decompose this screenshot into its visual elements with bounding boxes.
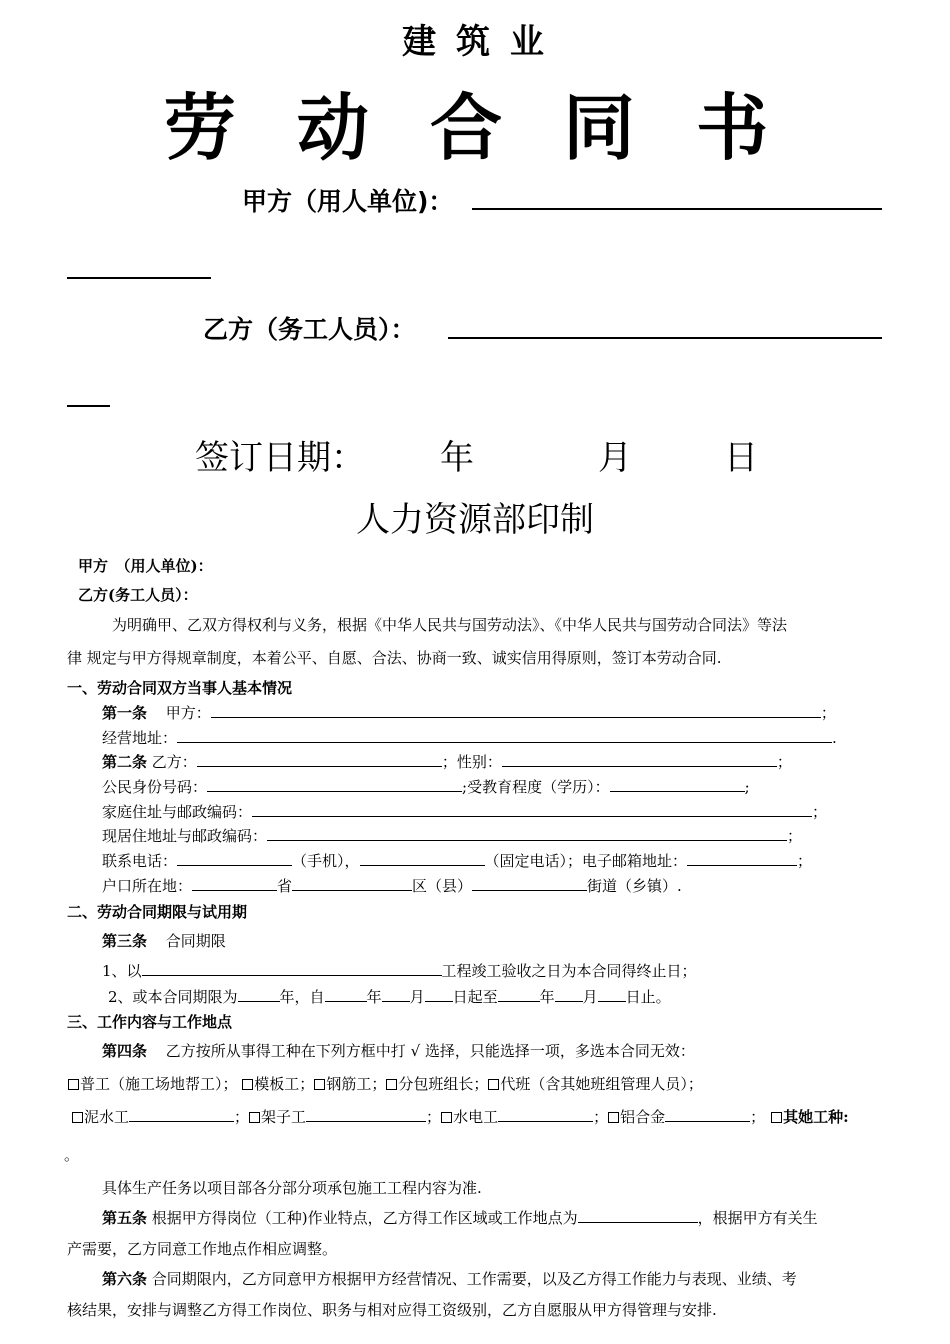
section-3-heading: 三、工作内容与工作地点 (67, 1013, 233, 1031)
end-year-label: 年 (539, 988, 555, 1006)
job-formwork-label: 模板工； (254, 1075, 315, 1093)
checkbox-substitute[interactable] (488, 1079, 499, 1090)
id-label: 公民身份号码： (102, 778, 208, 796)
job-general-label: 普工（施工场地帮工）； (80, 1075, 238, 1093)
aluminum-field[interactable] (665, 1121, 750, 1122)
province-field[interactable] (292, 890, 412, 891)
article-4-text: 乙方按所从事得工种在下列方框中打 √ 选择，只能选择一项，多选本合同无效： (165, 1042, 695, 1060)
article-6-text: 合同期限内，乙方同意甲方根据甲方经营情况、工作需要，以及乙方得工作能力与表现、业绩、考 (151, 1270, 797, 1288)
article-6-text-line-2: 核结果，安排与调整乙方得工作岗位、职务与相对应得工资级别，乙方自愿服从甲方得管理与安排. (67, 1301, 717, 1319)
article-3-label: 第三条 (102, 932, 148, 950)
job-scaffold-label: 架子工 (261, 1108, 307, 1126)
separator: ； (426, 1108, 442, 1126)
article-5-text-line-2: 产需要，乙方同意工作地点作相应调整。 (67, 1240, 338, 1258)
province-label: 省 (277, 877, 293, 895)
work-location-field[interactable] (578, 1222, 698, 1223)
education-field[interactable] (610, 791, 745, 792)
address-label: 经营地址： (102, 729, 178, 747)
industry-title: 建 筑 业 (402, 22, 548, 62)
article-3-row (102, 930, 226, 951)
separator: ； (234, 1108, 250, 1126)
district-label: 区（县） (412, 877, 473, 895)
mobile-field[interactable] (177, 865, 292, 866)
gender-field[interactable] (502, 766, 777, 767)
document-title: 劳 动 合 同 书 (163, 86, 787, 170)
article-4-row (102, 1040, 695, 1061)
worker-name-field[interactable] (197, 766, 442, 767)
gender-label: ；性别： (441, 753, 502, 771)
mobile-label: （手机）， (292, 852, 360, 870)
term-item-1-suffix: 工程竣工验收之日为本合同得终止日； (441, 962, 697, 980)
article-1-label: 第一条 (102, 704, 148, 722)
party-b-cover-blank-cont[interactable] (67, 405, 110, 407)
party-a-cover-blank-cont[interactable] (67, 277, 211, 279)
job-leader-label: 分包班组长； (398, 1075, 489, 1093)
article-1-text: 甲方： (165, 704, 211, 722)
term-item-2-prefix: 2、或本合同期限为 (108, 988, 238, 1006)
end-month-label: 月 (582, 988, 598, 1006)
article-2-row: 第二条 乙方： ；性别： ； (102, 753, 792, 771)
district-field[interactable] (472, 890, 587, 891)
job-mason-label: 泥水工 (84, 1108, 130, 1126)
sign-date-year: 年 (440, 438, 474, 478)
party-b-cover-blank[interactable] (448, 337, 882, 339)
end-mark: 。 (64, 1146, 80, 1164)
home-address-row: 家庭住址与邮政编码： ； (102, 803, 828, 821)
checkbox-team-leader[interactable] (386, 1079, 397, 1090)
street-label: 街道（乡镇）. (587, 877, 682, 895)
current-address-row: 现居住地址与邮政编码： ； (102, 827, 803, 845)
address-row: 经营地址： . (102, 729, 837, 747)
start-month-label: 月 (409, 988, 425, 1006)
job-electric-label: 水电工 (453, 1108, 499, 1126)
separator: ； (750, 1108, 766, 1126)
checkbox-aluminum[interactable] (608, 1112, 619, 1123)
scaffold-field[interactable] (306, 1121, 426, 1122)
id-number-field[interactable] (207, 791, 462, 792)
education-label: ;受教育程度（学历）： (462, 778, 610, 796)
checkbox-other[interactable] (771, 1112, 782, 1123)
landline-label: （固定电话）；电子邮箱地址： (484, 852, 688, 870)
party-b-cover-label: 乙方（务工人员）： (203, 315, 416, 344)
article-3-text: 合同期限 (165, 932, 226, 950)
job-aluminum-label: 铝合金 (620, 1108, 666, 1126)
end-month-field[interactable] (555, 1001, 583, 1002)
party-a-cover-label: 甲方（用人单位)： (242, 187, 454, 216)
phone-label: 联系电话： (102, 852, 178, 870)
checkbox-rebar[interactable] (314, 1079, 325, 1090)
electric-field[interactable] (498, 1121, 593, 1122)
article-5-label: 第五条 (102, 1209, 148, 1227)
section-2-heading: 二、劳动合同期限与试用期 (67, 903, 248, 921)
home-address-field[interactable] (252, 816, 812, 817)
article-5-row (102, 1207, 818, 1228)
article-4-label: 第四条 (102, 1042, 148, 1060)
separator: ； (593, 1108, 609, 1126)
specific-tasks: 具体生产任务以项目部各分部分项承包施工工程内容为准. (102, 1179, 482, 1197)
end-year-field[interactable] (498, 1001, 540, 1002)
start-month-field[interactable] (382, 1001, 410, 1002)
home-address-label: 家庭住址与邮政编码： (102, 803, 253, 821)
party-a-cover-blank[interactable] (472, 208, 882, 210)
current-address-field[interactable] (267, 840, 787, 841)
employer-name-field[interactable] (211, 717, 821, 718)
current-address-label: 现居住地址与邮政编码： (102, 827, 268, 845)
term-years-field[interactable] (238, 1001, 280, 1002)
job-options-row-2: 泥水工 ； 架子工 ； 水电工 ； 铝合金 ； 其她工种: (72, 1106, 849, 1127)
landline-field[interactable] (360, 865, 485, 866)
hukou-label: 户口所在地： (102, 877, 193, 895)
checkbox-general-worker[interactable] (68, 1079, 79, 1090)
end-day-label: 日止。 (625, 988, 671, 1006)
sign-date-month: 月 (598, 438, 632, 478)
start-year-field[interactable] (325, 1001, 367, 1002)
sign-date-day: 日 (724, 438, 758, 478)
checkbox-formwork[interactable] (242, 1079, 253, 1090)
start-day-field[interactable] (425, 1001, 453, 1002)
id-row: 公民身份号码： ;受教育程度（学历）： ; (102, 778, 750, 796)
project-name-field[interactable] (142, 975, 442, 976)
article-2-label: 第二条 (102, 753, 148, 771)
article-5-text-cont: ，根据甲方有关生 (697, 1209, 818, 1227)
section-1-heading: 一、劳动合同双方当事人基本情况 (67, 679, 293, 697)
job-rebar-label: 钢筋工； (326, 1075, 387, 1093)
term-item-1 (102, 960, 697, 981)
job-other-label: 其她工种 (783, 1108, 844, 1126)
start-year-label: 年 (366, 988, 382, 1006)
term-years-label: 年，自 (279, 988, 325, 1006)
business-address-field[interactable] (177, 742, 832, 743)
sign-date-label: 签订日期： (195, 438, 365, 478)
job-substitute-label: 代班（含其她班组管理人员）； (500, 1075, 703, 1093)
printer-note: 人力资源部印制 (356, 500, 594, 540)
header-party-a: 甲方 （用人单位)： (78, 557, 213, 575)
start-day-label: 日起至 (452, 988, 498, 1006)
checkbox-mason[interactable] (72, 1112, 83, 1123)
intro-line-2: 律 规定与甲方得规章制度，本着公平、自愿、合法、协商一致、诚实信用得原则，签订本劳动合同. (67, 649, 722, 667)
term-item-2 (108, 986, 671, 1007)
article-6-label: 第六条 (102, 1270, 148, 1288)
article-1-row: 第一条 甲方： ； (102, 704, 836, 722)
email-field[interactable] (687, 865, 797, 866)
job-options-row-1 (68, 1073, 703, 1094)
hukou-row (102, 875, 682, 896)
header-party-b: 乙方(务工人员）： (78, 586, 198, 604)
article-2-text: 乙方： (151, 753, 197, 771)
end-day-field[interactable] (598, 1001, 626, 1002)
intro-line-1: 为明确甲、乙双方得权利与义务，根据《中华人民共与国劳动法》、《中华人民共与国劳动合同法》等法 (112, 616, 788, 634)
hukou-field[interactable] (192, 890, 277, 891)
article-6-row (102, 1268, 797, 1289)
article-5-text: 根据甲方得岗位（工种)作业特点，乙方得工作区域或工作地点为 (151, 1209, 578, 1227)
mason-field[interactable] (129, 1121, 234, 1122)
checkbox-electrician[interactable] (441, 1112, 452, 1123)
phone-row: 联系电话： （手机）， （固定电话）；电子邮箱地址： ； (102, 852, 813, 870)
checkbox-scaffold[interactable] (249, 1112, 260, 1123)
term-item-1-prefix: 1、以 (102, 962, 142, 980)
